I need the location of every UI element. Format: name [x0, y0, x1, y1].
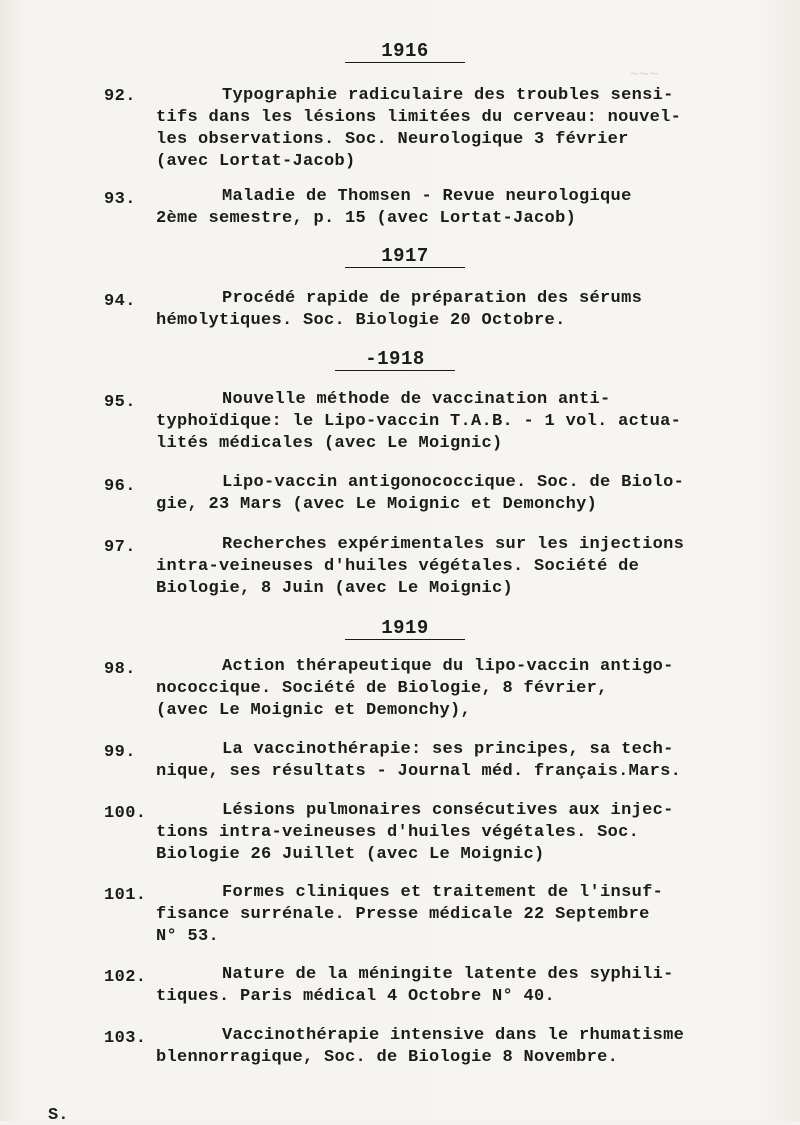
bibliography-entry	[156, 186, 768, 230]
bibliography-entry	[156, 288, 768, 332]
entry-number: 100.	[104, 804, 147, 823]
year-heading-1919: 1919	[345, 617, 465, 640]
entry-number: 95.	[104, 393, 136, 412]
entry-line: hémolytiques. Soc. Biologie 20 Octobre.	[156, 311, 566, 330]
entry-number: 98.	[104, 660, 136, 679]
entry-line: Nature de la méningite latente des syphili-	[222, 965, 674, 984]
entry-line: Recherches expérimentales sur les injections	[222, 535, 685, 554]
bibliography-entry	[156, 964, 768, 1008]
entry-line: gie, 23 Mars (avec Le Moignic et Demonchy)	[156, 495, 598, 514]
year-heading-1916: 1916	[345, 40, 465, 63]
entry-line: tions intra-veineuses d'huiles végétales. Soc.	[156, 823, 640, 842]
entry-line: (avec Le Moignic et Demonchy),	[156, 701, 472, 720]
bibliography-entry	[156, 656, 768, 722]
entry-line: Biologie 26 Juillet (avec Le Moignic)	[156, 845, 545, 864]
entry-line: Biologie, 8 Juin (avec Le Moignic)	[156, 579, 514, 598]
entry-line: (avec Lortat-Jacob)	[156, 152, 356, 171]
entry-line: Formes cliniques et traitement de l'insuf-	[222, 883, 664, 902]
bibliography-entry	[156, 739, 768, 783]
entry-line: N° 53.	[156, 927, 220, 946]
entry-line: Lésions pulmonaires consécutives aux injec-	[222, 801, 674, 820]
entry-line: blennorragique, Soc. de Biologie 8 Novembre.	[156, 1048, 619, 1067]
bibliography-entry	[156, 1025, 768, 1069]
entry-line: Vaccinothérapie intensive dans le rhumatisme	[222, 1026, 685, 1045]
bibliography-entry	[156, 472, 768, 516]
bibliography-entry	[156, 85, 768, 173]
entry-line: Lipo-vaccin antigonococcique. Soc. de Biolo-	[222, 473, 685, 492]
show-through-shadow: ~~~	[630, 66, 659, 84]
year-heading-1918: -1918	[335, 348, 455, 371]
entry-number: 92.	[104, 87, 136, 106]
entry-line: tiques. Paris médical 4 Octobre N° 40.	[156, 987, 556, 1006]
entry-line: nique, ses résultats - Journal méd. français.Mars.	[156, 762, 682, 781]
entry-line: 2ème semestre, p. 15 (avec Lortat-Jacob)	[156, 209, 577, 228]
entry-line: lités médicales (avec Le Moignic)	[156, 434, 503, 453]
entry-number: 103.	[104, 1029, 147, 1048]
bibliography-entry	[156, 800, 768, 866]
entry-number: 94.	[104, 292, 136, 311]
bibliography-entry	[156, 882, 768, 948]
entry-line: La vaccinothérapie: ses principes, sa tech-	[222, 740, 674, 759]
entry-number: 99.	[104, 743, 136, 762]
entry-line: nococcique. Société de Biologie, 8 février,	[156, 679, 608, 698]
bibliography-entry	[156, 389, 768, 455]
entry-line: Typographie radiculaire des troubles sensi-	[222, 86, 674, 105]
entry-number: 93.	[104, 190, 136, 209]
entry-line: Action thérapeutique du lipo-vaccin antigo-	[222, 657, 674, 676]
entry-line: les observations. Soc. Neurologique 3 février	[156, 130, 629, 149]
entry-line: fisance surrénale. Presse médicale 22 Septembre	[156, 905, 650, 924]
entry-number: 102.	[104, 968, 147, 987]
entry-number: 101.	[104, 886, 147, 905]
entry-line: intra-veineuses d'huiles végétales. Société de	[156, 557, 640, 576]
bibliography-entry	[156, 534, 768, 600]
entry-line: Procédé rapide de préparation des sérums	[222, 289, 643, 308]
year-heading-1917: 1917	[345, 245, 465, 268]
entry-number: 97.	[104, 538, 136, 557]
entry-line: tifs dans les lésions limitées du cerveau: nouvel-	[156, 108, 682, 127]
entry-number: 96.	[104, 477, 136, 496]
entry-line: typhoïdique: le Lipo-vaccin T.A.B. - 1 vol. actua-	[156, 412, 682, 431]
page-footer-mark: S.	[48, 1106, 69, 1125]
entry-line: Maladie de Thomsen - Revue neurologique	[222, 187, 632, 206]
entry-line: Nouvelle méthode de vaccination anti-	[222, 390, 611, 409]
